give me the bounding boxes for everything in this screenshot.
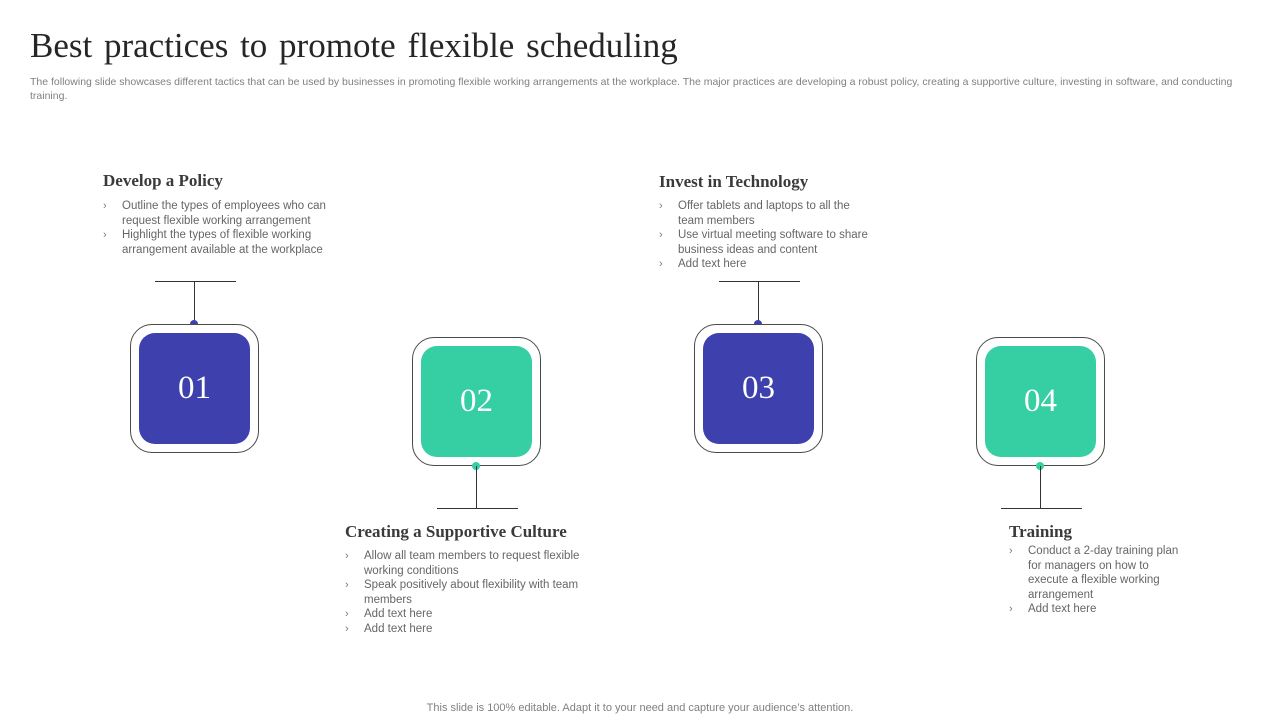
step-3-bullet: › Offer tablets and laptops to all the team members xyxy=(659,199,874,228)
step-4-bullets xyxy=(1009,544,1184,617)
step-3-connector-bar xyxy=(719,281,800,282)
step-4-number-tile: 04 xyxy=(985,346,1096,457)
step-2-bullet: › Speak positively about flexibility with team members xyxy=(345,578,600,607)
step-3-connector-line xyxy=(758,281,759,324)
step-2-bullet: › Add text here xyxy=(345,622,600,637)
step-1-bullet: › Highlight the types of flexible working arrangement available at the workplace xyxy=(103,228,343,257)
step-4-bullet: › Conduct a 2-day training plan for managers on how to execute a flexible working arrangement xyxy=(1009,544,1184,602)
step-3-bullet: › Add text here xyxy=(659,257,874,272)
footer-note: This slide is 100% editable. Adapt it to your need and capture your audience’s attention. xyxy=(426,702,854,714)
page-title: Best practices to promote flexible scheduling xyxy=(30,26,678,65)
page-subtitle: The following slide showcases different tactics that can be used by businesses in promoting flexible working arrangements at the workplace. The major practices are developing a robust policy, creating a supportive culture, investing in software, and conducting training. xyxy=(30,76,1233,102)
step-1-connector-bar xyxy=(155,281,236,282)
step-4-connector-bar xyxy=(1001,508,1082,509)
step-2-bullets xyxy=(345,549,600,636)
step-3-number-tile: 03 xyxy=(703,333,814,444)
step-2-connector-bar xyxy=(437,508,518,509)
step-2-bullet: › Allow all team members to request flexible working conditions xyxy=(345,549,600,578)
step-1-bullets xyxy=(103,199,343,257)
step-2-bullet: › Add text here xyxy=(345,607,600,622)
step-2-number-tile: 02 xyxy=(421,346,532,457)
step-1-connector-line xyxy=(194,281,195,324)
step-1-bullet: › Outline the types of employees who can request flexible working arrangement xyxy=(103,199,343,228)
step-1-heading: Develop a Policy xyxy=(103,171,223,190)
step-1-frame xyxy=(130,324,259,453)
step-4-frame xyxy=(976,337,1105,466)
step-2-heading: Creating a Supportive Culture xyxy=(345,522,567,541)
step-2-connector-line xyxy=(476,466,477,508)
step-3-frame xyxy=(694,324,823,453)
step-2-frame xyxy=(412,337,541,466)
step-3-bullet: › Use virtual meeting software to share business ideas and content xyxy=(659,228,874,257)
step-1-number-tile: 01 xyxy=(139,333,250,444)
step-3-heading: Invest in Technology xyxy=(659,172,809,191)
step-4-connector-line xyxy=(1040,466,1041,508)
step-4-heading: Training xyxy=(1009,522,1072,541)
step-4-bullet: › Add text here xyxy=(1009,602,1184,617)
step-3-bullets xyxy=(659,199,874,272)
